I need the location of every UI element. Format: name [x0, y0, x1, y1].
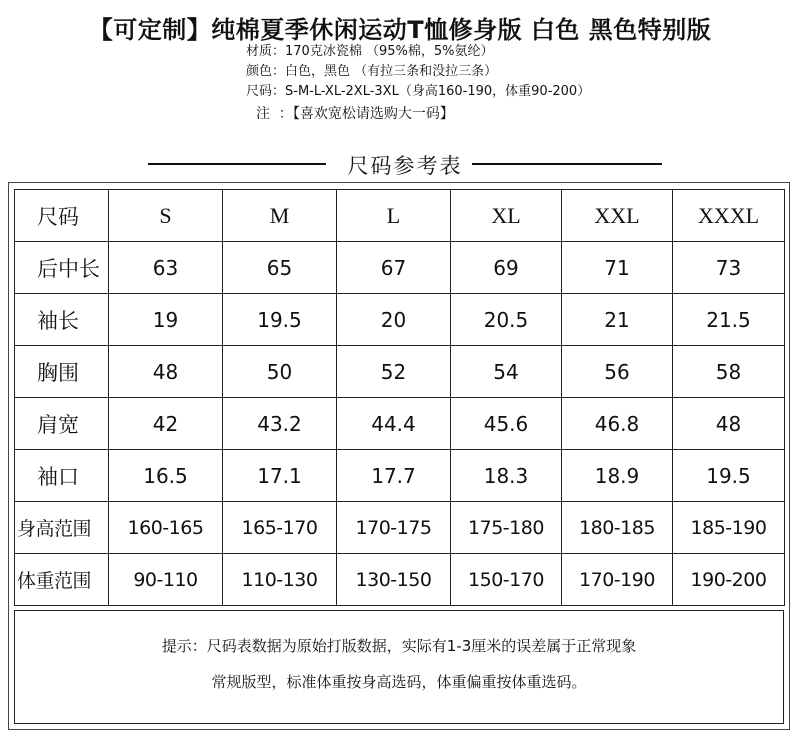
- header-cell-size: XXL: [562, 190, 673, 242]
- spec-size-value: ：S-M-L-XL-2XL-3XL（身高160-190，体重90-200）: [272, 84, 591, 99]
- table-cell: 17.1: [223, 450, 337, 502]
- table-cell: 19: [109, 294, 223, 346]
- size-table: [14, 189, 785, 606]
- table-cell: 44.4: [337, 398, 451, 450]
- section-title: 尺码参考表: [347, 154, 463, 178]
- table-row: [15, 554, 785, 606]
- section-header: [148, 150, 662, 176]
- table-cell: 165-170: [223, 502, 337, 554]
- table-cell: 67: [337, 242, 451, 294]
- table-row: [15, 398, 785, 450]
- table-header-row: [15, 190, 785, 242]
- spec-size: [246, 82, 590, 102]
- table-cell: 20.5: [451, 294, 562, 346]
- table-cell: 16.5: [109, 450, 223, 502]
- spec-material-label: 材质: [246, 44, 273, 59]
- table-cell: 19.5: [673, 450, 785, 502]
- spec-size-label: 尺码: [246, 84, 273, 99]
- row-label: 袖长: [15, 294, 109, 346]
- section-line-right: [472, 163, 662, 165]
- table-row: [15, 346, 785, 398]
- table-row: [15, 502, 785, 554]
- spec-note-value: ：【喜欢宽松请选购大一码】: [278, 106, 454, 122]
- table-cell: 185-190: [673, 502, 785, 554]
- table-cell: 20: [337, 294, 451, 346]
- table-cell: 46.8: [562, 398, 673, 450]
- spec-color: [246, 62, 590, 82]
- spec-note-label: 注: [256, 106, 270, 122]
- tips-box: [14, 610, 784, 724]
- table-cell: 170-190: [562, 554, 673, 606]
- header-cell-label: 尺码: [15, 190, 109, 242]
- table-cell: 45.6: [451, 398, 562, 450]
- table-cell: 180-185: [562, 502, 673, 554]
- spec-material: [246, 42, 590, 62]
- table-cell: 50: [223, 346, 337, 398]
- table-cell: 18.9: [562, 450, 673, 502]
- table-row: [15, 242, 785, 294]
- row-label: 胸围: [15, 346, 109, 398]
- tips-line-2: 常规版型，标准体重按身高选码，体重偏重按体重选码。: [211, 673, 587, 691]
- table-cell: 170-175: [337, 502, 451, 554]
- table-cell: 52: [337, 346, 451, 398]
- row-label: 身高范围: [15, 502, 109, 554]
- row-label: 体重范围: [15, 554, 109, 606]
- product-specs: [246, 42, 590, 124]
- table-cell: 58: [673, 346, 785, 398]
- table-cell: 42: [109, 398, 223, 450]
- spec-material-value: ：170克冰瓷棉 （95%棉，5%氨纶）: [272, 44, 494, 59]
- table-cell: 17.7: [337, 450, 451, 502]
- table-cell: 48: [109, 346, 223, 398]
- table-cell: 160-165: [109, 502, 223, 554]
- table-cell: 63: [109, 242, 223, 294]
- page-title: 【可定制】纯棉夏季休闲运动T恤修身版 白色 黑色特别版: [88, 16, 712, 44]
- header-cell-size: XL: [451, 190, 562, 242]
- table-cell: 48: [673, 398, 785, 450]
- header-cell-size: M: [223, 190, 337, 242]
- table-cell: 150-170: [451, 554, 562, 606]
- header-cell-size: XXXL: [673, 190, 785, 242]
- table-cell: 71: [562, 242, 673, 294]
- row-label: 袖口: [15, 450, 109, 502]
- table-cell: 56: [562, 346, 673, 398]
- table-row: [15, 294, 785, 346]
- table-cell: 21.5: [673, 294, 785, 346]
- row-label: 后中长: [15, 242, 109, 294]
- table-cell: 18.3: [451, 450, 562, 502]
- table-cell: 73: [673, 242, 785, 294]
- table-cell: 69: [451, 242, 562, 294]
- header-cell-size: L: [337, 190, 451, 242]
- table-cell: 43.2: [223, 398, 337, 450]
- table-cell: 130-150: [337, 554, 451, 606]
- tips-line-1: 提示：尺码表数据为原始打版数据，实际有1-3厘米的误差属于正常现象: [161, 637, 637, 655]
- table-cell: 190-200: [673, 554, 785, 606]
- table-cell: 90-110: [109, 554, 223, 606]
- table-cell: 65: [223, 242, 337, 294]
- spec-color-value: ：白色，黑色 （有拉三条和没拉三条）: [272, 64, 498, 79]
- table-cell: 21: [562, 294, 673, 346]
- spec-note: [246, 104, 590, 124]
- row-label: 肩宽: [15, 398, 109, 450]
- table-cell: 110-130: [223, 554, 337, 606]
- header-cell-size: S: [109, 190, 223, 242]
- table-cell: 54: [451, 346, 562, 398]
- table-cell: 175-180: [451, 502, 562, 554]
- table-cell: 19.5: [223, 294, 337, 346]
- table-row: [15, 450, 785, 502]
- spec-color-label: 颜色: [246, 64, 273, 79]
